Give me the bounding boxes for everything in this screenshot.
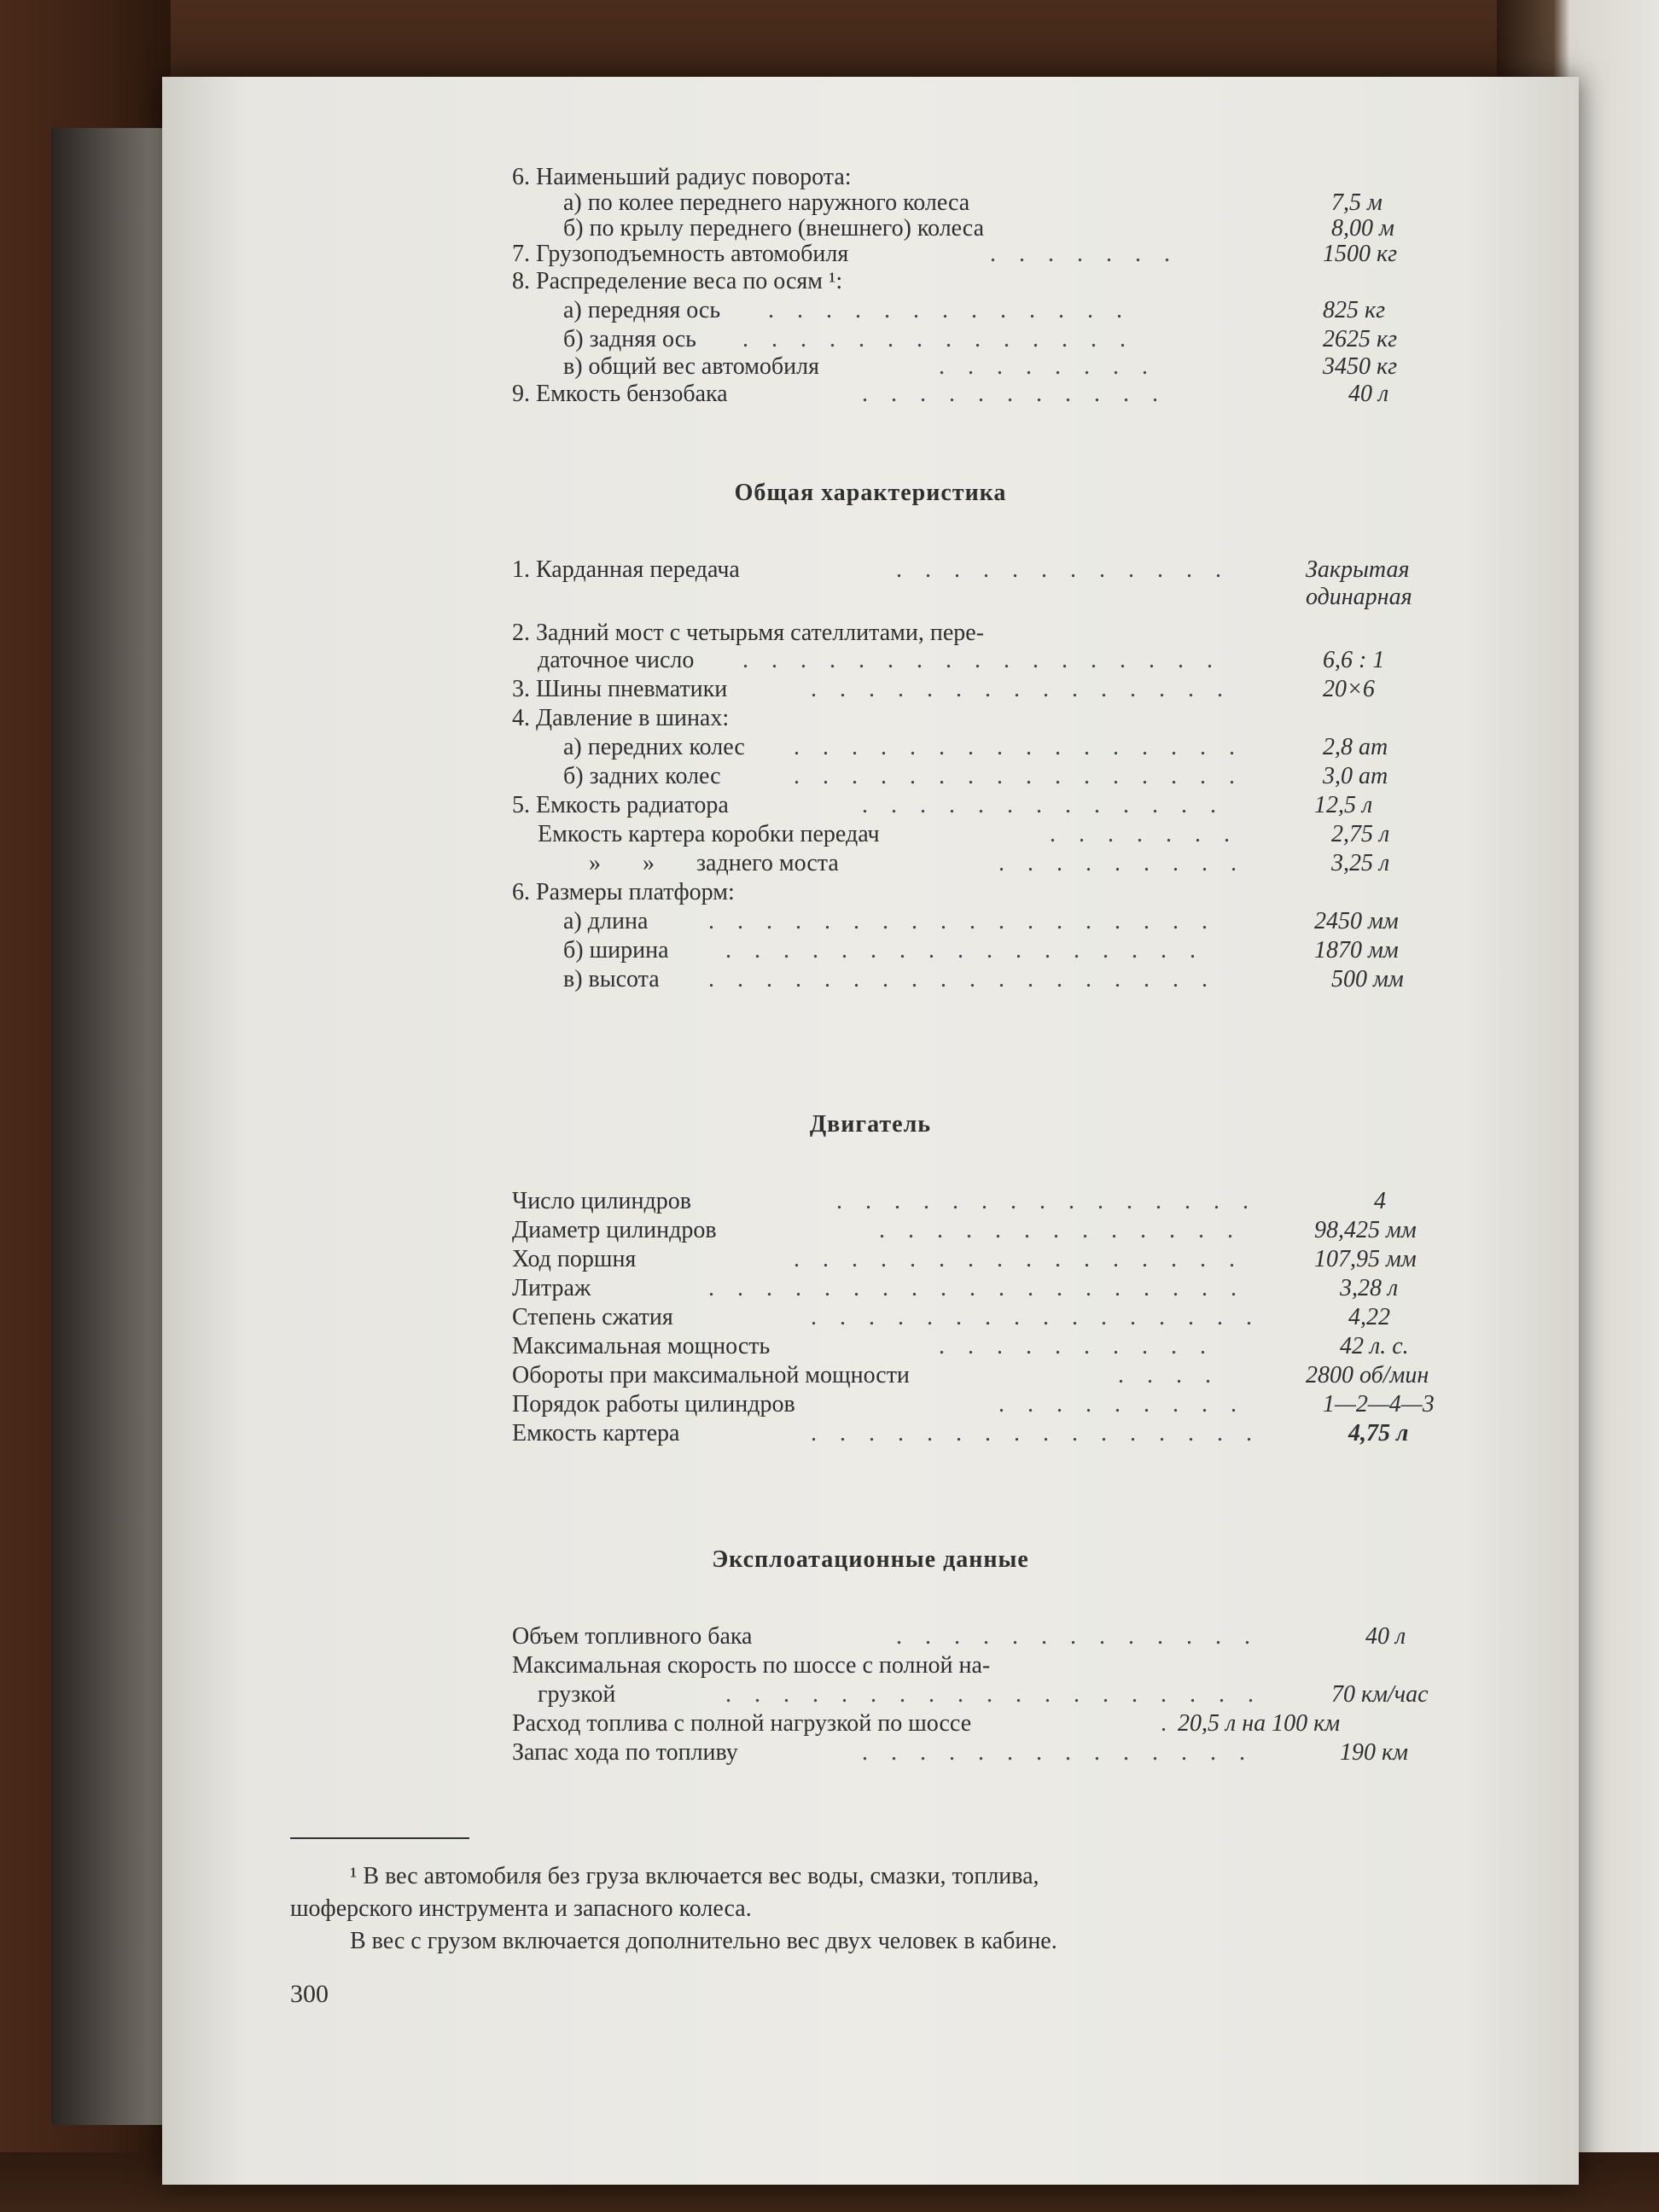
dot-leader: . . . . . . . . . . . . . . . . <box>811 1304 1260 1330</box>
dot-leader: . . . . . . . <box>990 241 1179 267</box>
spec-label: Расход топлива с полной нагрузкой по шоссе <box>512 1710 972 1737</box>
spec-label: а) длина <box>563 908 649 934</box>
spec-label: грузкой <box>538 1681 616 1708</box>
spec-row <box>384 790 1417 821</box>
footnote-line: В вес с грузом включается дополнительно вес двух человек в кабине. <box>350 1928 1057 1954</box>
spec-label: 9. Емкость бензобака <box>512 381 728 407</box>
spec-value: 4,75 л <box>1348 1420 1409 1447</box>
spec-label: 4. Давление в шинах: <box>512 705 730 731</box>
spec-label: Диаметр цилиндров <box>512 1217 717 1243</box>
spec-row <box>384 582 1417 613</box>
spec-value: 6,6 : 1 <box>1323 647 1385 673</box>
spec-row <box>384 1302 1417 1333</box>
dot-leader: . . . . . . . . . . . <box>862 381 1167 407</box>
spec-value: 8,00 м <box>1331 215 1394 242</box>
spec-label: Ход поршня <box>512 1246 637 1272</box>
dot-leader: . . . . . . . . . . . . . . . . . <box>742 647 1221 673</box>
spec-label: Число цилиндров <box>512 1188 691 1214</box>
spec-label: Объем топливного бака <box>512 1623 753 1650</box>
spec-row <box>384 1621 1417 1652</box>
spec-label: 2. Задний мост с четырьмя сателлитами, пере- <box>512 620 985 646</box>
spec-value: 3,28 л <box>1340 1275 1399 1301</box>
dot-leader: . . . . . . . . . . . . . <box>896 1623 1259 1650</box>
section-heading: Общая характеристика <box>734 480 1007 506</box>
dot-leader: . . . . . . . . . . . . . . . . <box>794 734 1243 760</box>
spec-value: 2800 об/мин <box>1306 1362 1429 1388</box>
spec-value: 12,5 л <box>1314 792 1373 818</box>
dot-leader: . . . . . . . . . . . . . <box>768 297 1131 323</box>
spec-row <box>384 1708 1417 1739</box>
spec-row <box>384 703 1417 734</box>
dot-leader: . . . . <box>1118 1362 1220 1388</box>
spec-label: в) общий вес автомобиля <box>563 353 820 380</box>
spec-row <box>384 1679 1429 1710</box>
spec-value: 40 л <box>1348 381 1389 407</box>
dot-leader: . <box>1161 1710 1175 1737</box>
spec-label: в) высота <box>563 966 660 992</box>
spec-value: 2,8 ат <box>1323 734 1388 760</box>
dot-leader: . . . . . . . . . . <box>939 1333 1214 1359</box>
section-heading: Эксплоатационные данные <box>712 1546 1029 1573</box>
spec-row <box>384 1738 1417 1768</box>
footnote-rule <box>290 1837 469 1839</box>
spec-label: 8. Распределение веса по осям ¹: <box>512 268 843 294</box>
spec-row <box>384 674 1417 705</box>
spec-value: 70 км/час <box>1331 1681 1429 1708</box>
spec-value: 107,95 мм <box>1314 1246 1417 1272</box>
book-page <box>162 77 1579 2185</box>
spec-label: б) задних колес <box>563 763 721 789</box>
section-heading: Двигатель <box>809 1111 932 1138</box>
spec-label: 3. Шины пневматики <box>512 676 728 702</box>
dot-leader: . . . . . . . . . . . . . <box>862 792 1225 818</box>
page-number: 300 <box>290 1980 329 2008</box>
spec-value: 4 <box>1374 1188 1386 1214</box>
dot-leader: . . . . . . . . . <box>998 850 1245 876</box>
spec-value: 3450 кг <box>1323 353 1398 380</box>
spec-row <box>384 877 1417 908</box>
spec-row <box>384 848 1417 879</box>
dot-leader: . . . . . . . . <box>939 353 1156 380</box>
spec-label: 6. Наименьший радиус поворота: <box>512 164 852 190</box>
spec-value: 1500 кг <box>1323 241 1398 267</box>
spec-row <box>384 935 1417 966</box>
spec-value: 4,22 <box>1348 1304 1390 1330</box>
spec-row <box>384 555 1417 585</box>
spec-label: Степень сжатия <box>512 1304 673 1330</box>
spec-label: Порядок работы цилиндров <box>512 1391 795 1417</box>
spec-row <box>384 964 1417 995</box>
spec-row <box>384 906 1417 937</box>
spec-value: 1—2—4—3 <box>1323 1391 1435 1417</box>
spec-row <box>384 352 1417 382</box>
spec-row <box>384 1360 1429 1391</box>
spec-row <box>384 324 1417 355</box>
spec-row <box>384 1389 1435 1420</box>
dot-leader: . . . . . . . . . . . . . <box>879 1217 1242 1243</box>
page-content <box>162 77 1579 2185</box>
footnote-line: шоферского инструмента и запасного колеса. <box>290 1895 752 1922</box>
spec-row <box>384 1244 1417 1275</box>
spec-value: 40 л <box>1365 1623 1406 1650</box>
dot-leader: . . . . . . . . . . . . . . . . <box>811 1420 1260 1447</box>
spec-value: 2450 мм <box>1314 908 1399 934</box>
spec-row <box>384 1215 1417 1246</box>
spec-label: Литраж <box>512 1275 591 1301</box>
spec-row <box>384 239 1417 270</box>
spec-label: Максимальная мощность <box>512 1333 771 1359</box>
spec-label: Обороты при максимальной мощности <box>512 1362 910 1388</box>
dot-leader: . . . . . . . . . . . . . . . . <box>794 763 1243 789</box>
spec-label: а) передняя ось <box>563 297 721 323</box>
spec-value: 3,25 л <box>1331 850 1390 876</box>
spec-value: 20×6 <box>1323 676 1375 702</box>
dot-leader: . . . . . . . . . . . . . . <box>742 326 1134 352</box>
dot-leader: . . . . . . . . . . . . . . <box>862 1739 1254 1766</box>
spec-value: 1870 мм <box>1314 937 1399 963</box>
spec-value: 7,5 м <box>1331 189 1382 216</box>
spec-value: 2,75 л <box>1331 821 1390 847</box>
spec-row <box>384 819 1417 850</box>
spec-value: 2625 кг <box>1323 326 1398 352</box>
spec-row <box>384 1186 1417 1217</box>
footnote-line: ¹ В вес автомобиля без груза включается вес воды, смазки, топлива, <box>350 1863 1039 1889</box>
spec-value: 500 мм <box>1331 966 1404 992</box>
spec-value: одинарная <box>1306 584 1412 610</box>
spec-value: Закрытая <box>1306 556 1410 583</box>
dot-leader: . . . . . . . . . . . . . . . . . <box>725 937 1204 963</box>
book-spine <box>51 128 162 2125</box>
dot-leader: . . . . . . . . . . . . . . . <box>811 676 1231 702</box>
spec-label: б) задняя ось <box>563 326 696 352</box>
spec-label: даточное число <box>538 647 695 673</box>
spec-label: Максимальная скорость по шоссе с полной на- <box>512 1652 991 1679</box>
spec-label: 7. Грузоподъемность автомобиля <box>512 241 849 267</box>
spec-value: 98,425 мм <box>1314 1217 1417 1243</box>
spec-row <box>384 761 1417 792</box>
spec-label: Запас хода по топливу <box>512 1739 738 1766</box>
spec-value: 825 кг <box>1323 297 1386 323</box>
spec-row <box>384 1418 1417 1449</box>
spec-label: а) по колее переднего наружного колеса <box>563 189 970 216</box>
spec-row <box>384 732 1417 763</box>
spec-row <box>384 1650 1417 1681</box>
dot-leader: . . . . . . . . . . . . . . . . . . <box>708 966 1216 992</box>
dot-leader: . . . . . . . . . . . . . . . . <box>794 1246 1243 1272</box>
spec-value: 3,0 ат <box>1323 763 1388 789</box>
spec-row <box>384 1273 1417 1304</box>
dot-leader: . . . . . . . . . . . . . . . . . . . <box>725 1681 1262 1708</box>
spec-row <box>384 645 1417 676</box>
spec-row <box>384 295 1417 326</box>
spec-value: 42 л. с. <box>1340 1333 1409 1359</box>
spec-label: б) по крылу переднего (внешнего) колеса <box>563 215 985 242</box>
spec-label: 1. Карданная передача <box>512 556 740 583</box>
spec-label: Емкость картера коробки передач <box>538 821 880 847</box>
spec-value: 20,5 л на 100 км <box>1178 1710 1341 1737</box>
spec-label: 5. Емкость радиатора <box>512 792 729 818</box>
spec-label: Емкость картера <box>512 1420 680 1447</box>
spec-row <box>384 266 1417 297</box>
dot-leader: . . . . . . . . . . . . . . . . . . . <box>708 1275 1245 1301</box>
spec-label: 6. Размеры платформ: <box>512 879 735 905</box>
spec-row <box>384 618 1417 649</box>
spec-label: » » заднего моста <box>589 850 839 876</box>
dot-leader: . . . . . . . <box>1050 821 1238 847</box>
dot-leader: . . . . . . . . . . . . . . . . . . <box>708 908 1216 934</box>
dot-leader: . . . . . . . . . . . . . . . <box>836 1188 1257 1214</box>
spec-value: 190 км <box>1340 1739 1408 1766</box>
dot-leader: . . . . . . . . . . . . <box>896 556 1230 583</box>
spec-row <box>384 379 1417 410</box>
spec-row <box>384 1331 1417 1362</box>
spec-label: б) ширина <box>563 937 669 963</box>
dot-leader: . . . . . . . . . <box>998 1391 1245 1417</box>
spec-label: а) передних колес <box>563 734 745 760</box>
